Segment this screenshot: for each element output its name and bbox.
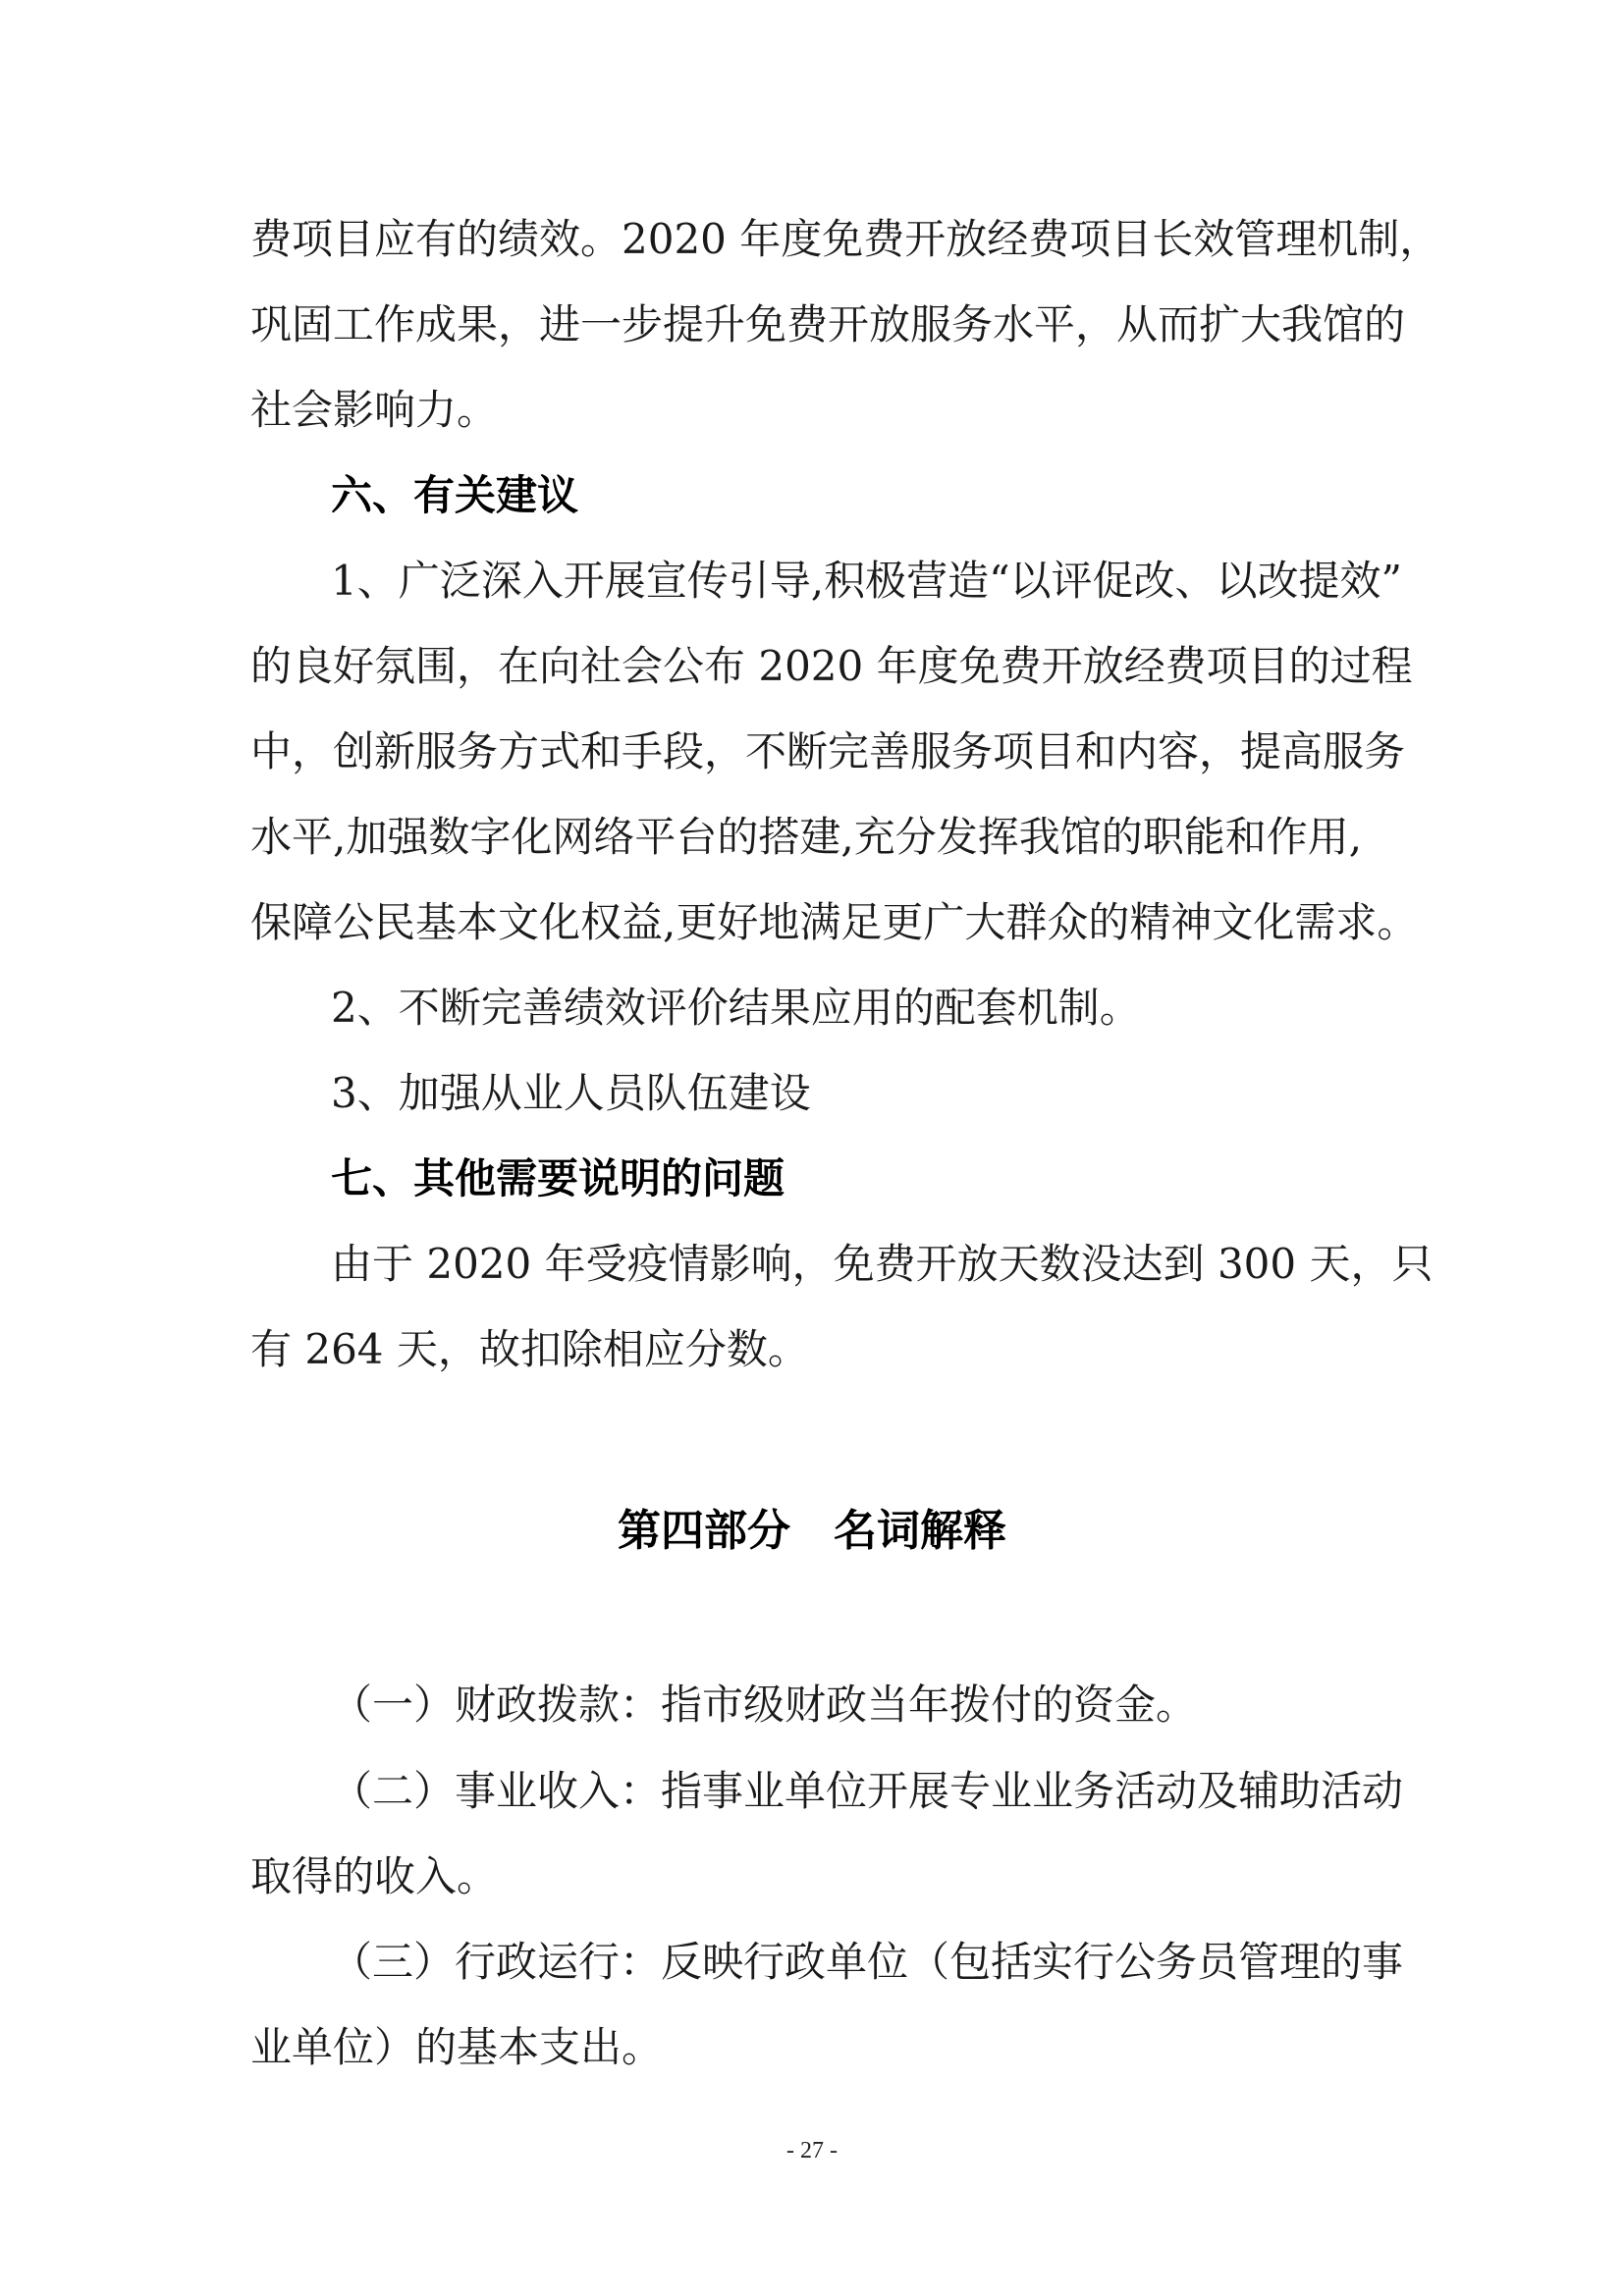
term-3-line-2: 业单位）的基本支出。 bbox=[250, 2023, 664, 2071]
suggestion-1-line-3: 中，创新服务方式和手段，不断完善服务项目和内容，提高服务 bbox=[250, 727, 1406, 775]
continuation-line-2: 巩固工作成果，进一步提升免费开放服务水平，从而扩大我馆的 bbox=[250, 300, 1406, 348]
part-four-title: 第四部分 名词解释 bbox=[618, 1506, 1006, 1556]
suggestion-3: 3、加强从业人员队伍建设 bbox=[331, 1069, 811, 1117]
term-1-line-1: （一）财政拨款：指市级财政当年拨付的资金。 bbox=[331, 1681, 1198, 1729]
page-number: - 27 - bbox=[786, 2138, 838, 2163]
continuation-line-1: 费项目应有的绩效。2020 年度免费开放经费项目长效管理机制， bbox=[250, 215, 1441, 263]
suggestion-1-line-1: 1、广泛深入开展宣传引导,积极营造“以评促改、以改提效” bbox=[331, 557, 1403, 605]
suggestion-1-line-4: 水平,加强数字化网络平台的搭建,充分发挥我馆的职能和作用, bbox=[250, 813, 1363, 861]
section-seven-heading: 七、其他需要说明的问题 bbox=[331, 1154, 785, 1202]
section-six-heading: 六、有关建议 bbox=[331, 471, 579, 519]
suggestion-2: 2、不断完善绩效评价结果应用的配套机制。 bbox=[331, 984, 1141, 1032]
section-seven-line-2: 有 264 天，故扣除相应分数。 bbox=[250, 1325, 809, 1373]
term-2-line-2: 取得的收入。 bbox=[250, 1852, 499, 1900]
term-3-line-1: （三）行政运行：反映行政单位（包括实行公务员管理的事 bbox=[331, 1938, 1404, 1986]
suggestion-1-line-5: 保障公民基本文化权益,更好地满足更广大群众的精神文化需求。 bbox=[250, 898, 1419, 946]
section-seven-line-1: 由于 2020 年受疫情影响，免费开放天数没达到 300 天，只 bbox=[331, 1240, 1434, 1288]
continuation-line-3: 社会影响力。 bbox=[250, 386, 499, 434]
term-2-line-1: （二）事业收入：指事业单位开展专业业务活动及辅助活动 bbox=[331, 1767, 1404, 1815]
suggestion-1-line-2: 的良好氛围，在向社会公布 2020 年度免费开放经费项目的过程 bbox=[250, 642, 1413, 690]
